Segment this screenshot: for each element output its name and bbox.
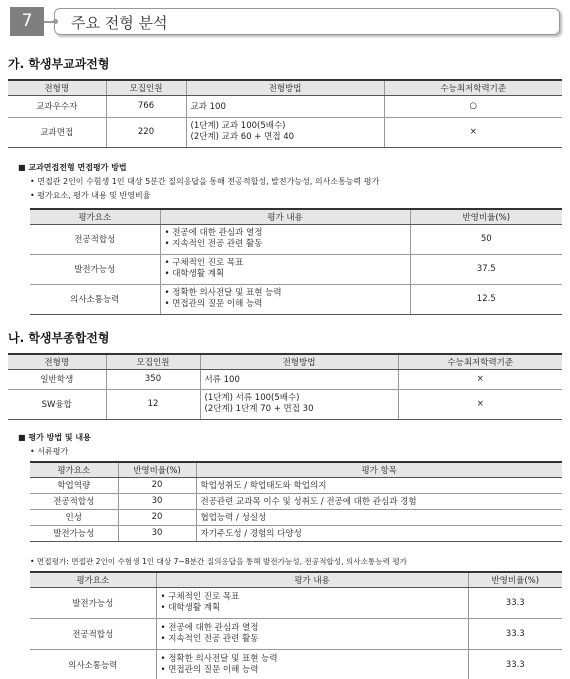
cell-ratio: 33.3 — [468, 587, 562, 618]
cell-count: 220 — [106, 117, 186, 147]
cell-name: 교과우수자 — [8, 95, 106, 117]
cell-element: 의사소통능력 — [30, 649, 156, 679]
col-header: 평가 내용 — [160, 209, 410, 224]
cell-method — [186, 117, 384, 147]
cell-ratio: 12.5 — [410, 284, 562, 314]
table-row — [30, 509, 562, 525]
cell-ratio: 30 — [118, 525, 196, 541]
col-header: 평가요소 — [30, 462, 118, 477]
section-b-table — [8, 353, 562, 420]
cell-ratio: 33.3 — [468, 649, 562, 679]
content-line: • 지속적인 전공 관련 활동 — [164, 239, 263, 249]
table-row — [30, 587, 562, 618]
col-header: 반영비율(%) — [410, 209, 562, 224]
section-b-title: 나. 학생부종합전형 — [8, 331, 110, 345]
notes-line: • 면접관 2인이 수험생 1인 대상 5분간 질의응답을 통해 전공적합성, 발전가능성, 의사소통능력 평가 — [30, 177, 380, 186]
cell-items: 자기주도성 / 경험의 다양성 — [196, 525, 562, 541]
content-line: • 구체적인 진로 목표 — [160, 591, 240, 602]
col-header: 평가 내용 — [156, 572, 468, 587]
cell-ratio: 33.3 — [468, 618, 562, 649]
content-line: • 구체적인 진로 목표 — [164, 258, 244, 268]
method-line: (2단계) 1단계 70 + 면접 30 — [204, 404, 314, 414]
cell-content — [156, 587, 468, 618]
cell-content — [160, 224, 410, 254]
col-header: 전형명 — [8, 354, 106, 369]
cell-name: 일반학생 — [8, 369, 106, 389]
cell-ratio: 20 — [118, 509, 196, 525]
col-header: 수능최저학력기준 — [398, 354, 562, 369]
cell-name: 교과면접 — [8, 117, 106, 147]
table-row — [30, 477, 562, 493]
cell-ratio: 50 — [410, 224, 562, 254]
interview-line: • 면접평가: 면접관 2인이 수험생 1인 대상 7~8분간 질의응답을 통해 발전가능성, 전공적합성, 의사소통능력 평가 — [30, 557, 408, 566]
notes-line: • 평가요소, 평가 내용 및 반영비율 — [30, 191, 151, 200]
cell-min: × — [398, 389, 562, 419]
cell-method — [200, 389, 398, 419]
method-line: (1단계) 교과 100(5배수) — [190, 121, 286, 131]
table-row — [30, 254, 562, 284]
table-row — [30, 525, 562, 541]
col-header: 전형방법 — [186, 80, 384, 95]
content-line: • 면접관의 질문 이해 능력 — [160, 664, 259, 675]
col-header: 반영비율(%) — [118, 462, 196, 477]
cell-items: 학업성취도 / 학업태도와 학업의지 — [196, 477, 562, 493]
section-a-table — [8, 79, 562, 148]
method-line: (2단계) 교과 60 + 면접 40 — [190, 132, 295, 142]
content-line: • 정확한 의사전달 및 표현 능력 — [164, 288, 282, 298]
doc-eval-label: • 서류평가 — [30, 447, 69, 456]
table-row — [30, 224, 562, 254]
col-header: 전형방법 — [200, 354, 398, 369]
cell-element: 학업역량 — [30, 477, 118, 493]
col-header: 전형명 — [8, 80, 106, 95]
header-title-box — [54, 8, 560, 35]
cell-element: 발전가능성 — [30, 525, 118, 541]
table-row — [30, 649, 562, 679]
content-line: • 면접관의 질문 이해 능력 — [164, 299, 263, 309]
cell-element: 인성 — [30, 509, 118, 525]
col-header: 평가 항목 — [196, 462, 562, 477]
section-b-interview-table — [30, 571, 562, 679]
cell-items: 전공관련 교과목 이수 및 성취도 / 전공에 대한 관심과 경험 — [196, 493, 562, 509]
cell-method: 교과 100 — [186, 95, 384, 117]
table-row — [8, 95, 562, 117]
table-row — [8, 389, 562, 419]
content-line: • 대학생활 계획 — [164, 269, 225, 279]
cell-content — [156, 618, 468, 649]
content-line: • 정확한 의사전달 및 표현 능력 — [160, 653, 278, 664]
cell-element: 전공적합성 — [30, 493, 118, 509]
col-header: 모집인원 — [106, 80, 186, 95]
cell-ratio: 20 — [118, 477, 196, 493]
table-row — [30, 284, 562, 314]
cell-items: 협업능력 / 성실성 — [196, 509, 562, 525]
page-title: 주요 전형 분석 — [71, 14, 168, 32]
cell-count: 12 — [106, 389, 200, 419]
section-a-eval-table — [30, 208, 562, 315]
cell-method: 서류 100 — [200, 369, 398, 389]
col-header: 모집인원 — [106, 354, 200, 369]
col-header: 평가요소 — [30, 572, 156, 587]
col-header: 평가요소 — [30, 209, 160, 224]
content-line: • 전공에 대한 관심과 열정 — [160, 622, 259, 633]
cell-name: SW융합 — [8, 389, 106, 419]
cell-content — [160, 254, 410, 284]
cell-count: 350 — [106, 369, 200, 389]
notes-title: ■ 평가 방법 및 내용 — [18, 433, 91, 442]
cell-content — [160, 284, 410, 314]
col-header: 반영비율(%) — [468, 572, 562, 587]
table-row — [30, 618, 562, 649]
table-row — [8, 369, 562, 389]
section-header — [10, 7, 560, 36]
cell-content — [156, 649, 468, 679]
cell-element: 발전가능성 — [30, 254, 160, 284]
cell-ratio: 37.5 — [410, 254, 562, 284]
cell-min: × — [398, 369, 562, 389]
cell-element: 전공적합성 — [30, 618, 156, 649]
cell-element: 전공적합성 — [30, 224, 160, 254]
col-header: 수능최저학력기준 — [384, 80, 562, 95]
cell-element: 발전가능성 — [30, 587, 156, 618]
table-row — [30, 493, 562, 509]
method-line: (1단계) 서류 100(5배수) — [204, 393, 300, 403]
cell-min: ○ — [384, 95, 562, 117]
content-line: • 대학생활 계획 — [160, 602, 221, 613]
cell-min: × — [384, 117, 562, 147]
notes-title: ■ 교과면접전형 면접평가 방법 — [18, 163, 127, 172]
section-a-title: 가. 학생부교과전형 — [8, 57, 110, 71]
cell-ratio: 30 — [118, 493, 196, 509]
cell-count: 766 — [106, 95, 186, 117]
cell-element: 의사소통능력 — [30, 284, 160, 314]
section-b-doc-table — [30, 461, 562, 542]
content-line: • 전공에 대한 관심과 열정 — [164, 228, 263, 238]
table-row — [8, 117, 562, 147]
section-number: 7 — [10, 7, 44, 36]
content-line: • 지속적인 전공 관련 활동 — [160, 633, 259, 644]
